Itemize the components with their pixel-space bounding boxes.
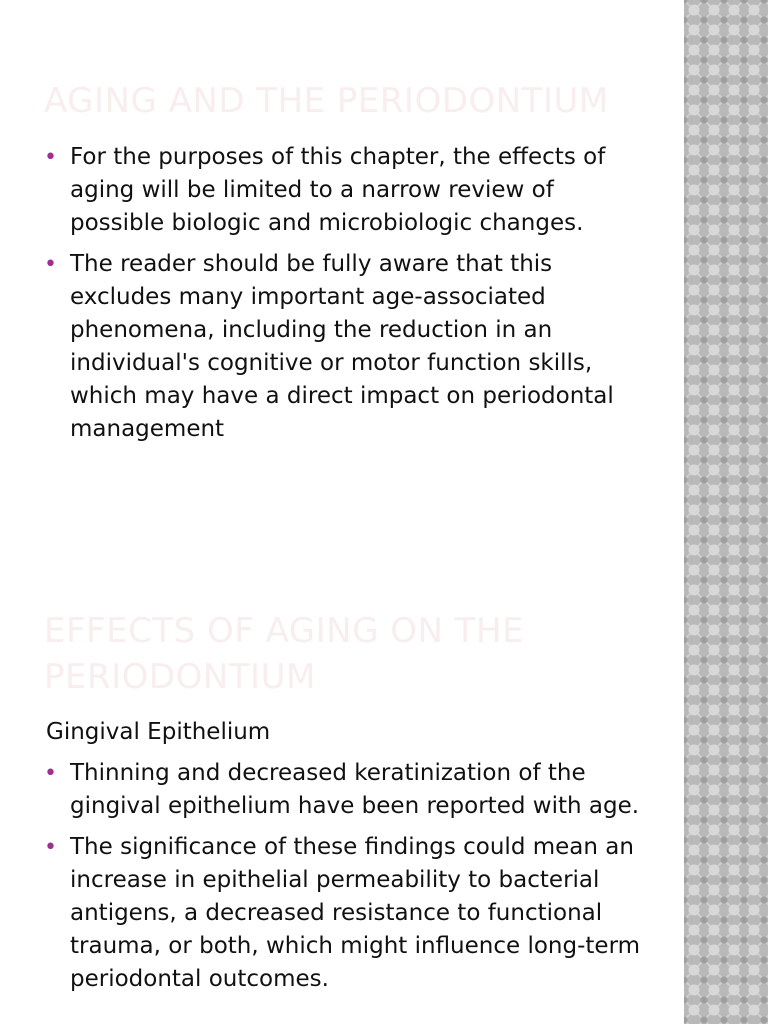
bullet-text: For the purposes of this chapter, the effects of aging will be limited to a narrow review of possible biologic and microbiologic changes. (70, 144, 606, 236)
slide-aging-periodontium (0, 0, 684, 512)
bullet-item (44, 248, 644, 446)
bullet-text: The significance of these findings could mean an increase in epithelial permeability to bacterial antigens, a decreased resistance to functional trauma, or both, which might influence long-term periodontal outcomes. (70, 834, 641, 992)
slide-title: EFFECTS OF AGING ON THE PERIODONTIUM (44, 611, 525, 697)
bullet-item (44, 757, 644, 823)
section-subheading: Gingival Epithelium (46, 719, 271, 745)
bullet-list (44, 141, 644, 454)
bullet-text: Thinning and decreased keratinization of the gingival epithelium have been reported with age. (70, 760, 640, 819)
bullet-item (44, 831, 644, 996)
decorative-side-pattern (684, 0, 768, 1024)
bullet-icon: • (44, 835, 57, 860)
slide-title: AGING AND THE PERIODONTIUM (44, 81, 609, 121)
bullet-icon: • (44, 761, 57, 786)
slide-effects-of-aging (0, 512, 684, 1024)
bullet-icon: • (44, 145, 57, 170)
bullet-text: The reader should be fully aware that this excludes many important age-associated phenomena, including the reduction in an individual's cognitive or motor function skills, which may have a direct impact on periodontal management (70, 251, 614, 442)
bullet-icon: • (44, 252, 57, 277)
bullet-item (44, 141, 644, 240)
bullet-list (44, 757, 644, 1004)
